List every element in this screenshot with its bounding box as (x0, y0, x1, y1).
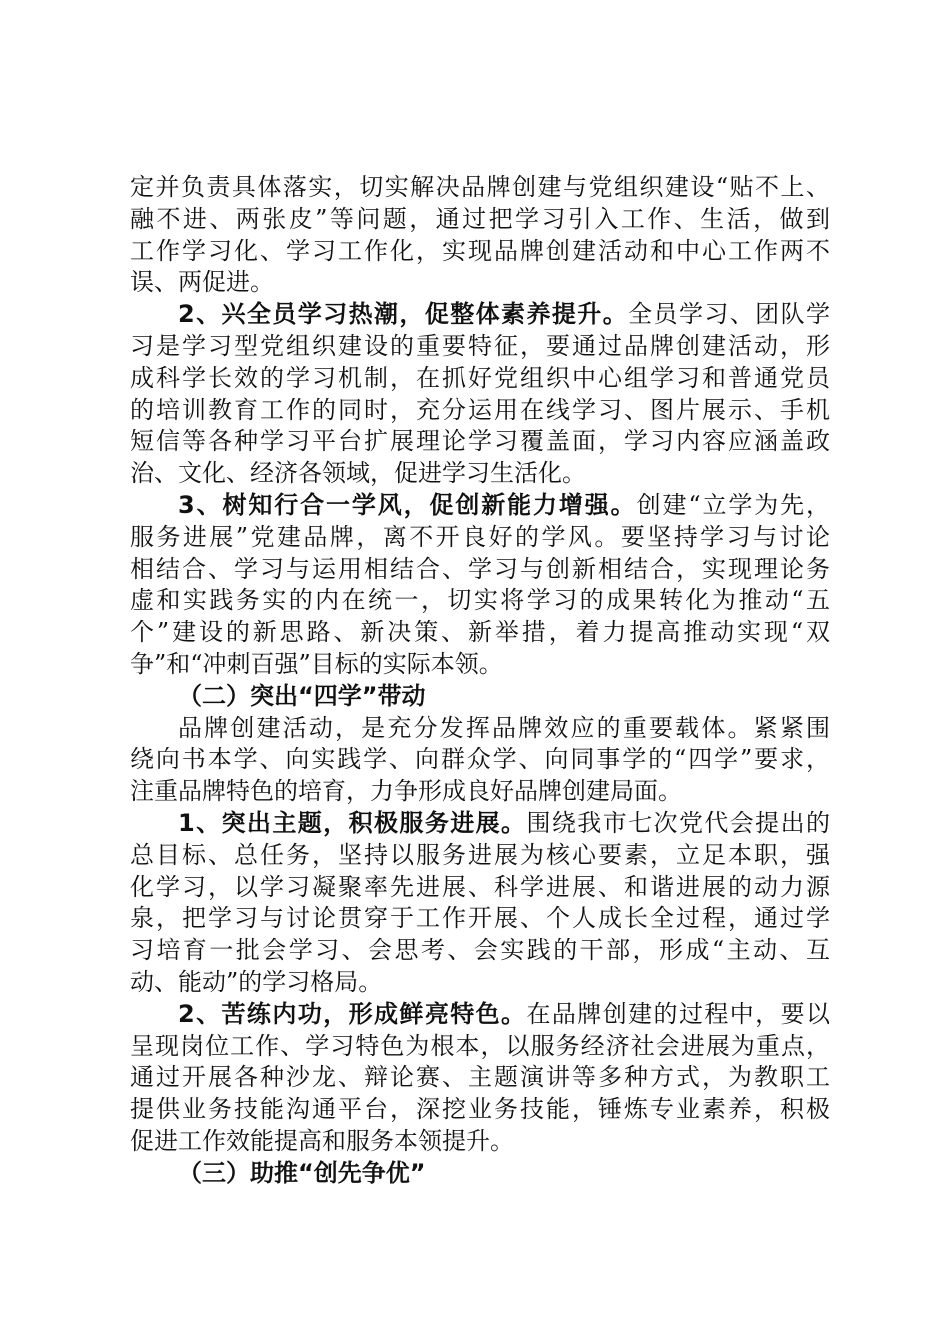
text-line: 总目标、总任务，坚持以服务进展为核心要素，立足本职，强 (130, 840, 830, 869)
paragraph-first-line (130, 808, 830, 840)
document-page (130, 172, 830, 1190)
text-line: 争”和“冲刺百强”目标的实际本领。 (130, 649, 503, 678)
text-line: 成科学长效的学习机制，在抓好党组织中心组学习和普通党员 (130, 363, 830, 392)
text-line: 呈现岗位工作、学习特色为根本，以服务经济社会进展为重点， (130, 1031, 830, 1060)
paragraph-text: 创建“立学为先， (636, 490, 830, 519)
text-line: 个”建设的新思路、新决策、新举措，着力提高推动实现“双 (130, 618, 830, 647)
text-line: 绕向书本学、向实践学、向群众学、向同事学的“四学”要求， (130, 745, 830, 774)
text-line: 习是学习型党组织建设的重要特征，要通过品牌创建活动，形 (130, 331, 830, 360)
paragraph-heading: 2、兴全员学习热潮，促整体素养提升。 (178, 300, 629, 329)
text-line: 注重品牌特色的培育，力争形成良好品牌创建局面。 (130, 777, 682, 806)
text-line: 治、文化、经济各领域，促进学习生活化。 (130, 459, 586, 488)
text-line: 动、能动”的学习格局。 (130, 967, 383, 996)
text-line: 短信等各种学习平台扩展理论学习覆盖面，学习内容应涵盖政 (130, 427, 830, 456)
paragraph-heading: 2、苦练内功，形成鲜亮特色。 (178, 999, 527, 1028)
section-title-text: （三）助推“创先争优” (178, 1158, 426, 1187)
paragraph-text: 在品牌创建的过程中，要以 (526, 999, 830, 1028)
paragraph-first-line (130, 299, 830, 331)
text-line: 相结合、学习与运用相结合、学习与创新相结合，实现理论务 (130, 554, 830, 583)
text-line: 误、两促进。 (130, 268, 274, 297)
text-line: 工作学习化、学习工作化，实现品牌创建活动和中心工作两不 (130, 236, 830, 265)
paragraph-first-line (130, 999, 830, 1031)
text-line: 习培育一批会学习、会思考、会实践的干部，形成“主动、互 (130, 936, 830, 965)
text-line: 服务进展”党建品牌，离不开良好的学风。要坚持学习与讨论 (130, 522, 830, 551)
text-line: 的培训教育工作的同时，充分运用在线学习、图片展示、手机 (130, 395, 830, 424)
section-title-text: （二）突出“四学”带动 (178, 681, 426, 710)
paragraph-heading: 3、树知行合一学风，促创新能力增强。 (178, 490, 637, 519)
text-line: 提供业务技能沟通平台，深挖业务技能，锤炼专业素养，积极 (130, 1095, 830, 1124)
text-line: 泉，把学习与讨论贯穿于工作开展、个人成长全过程，通过学 (130, 904, 830, 933)
paragraph-first-line (130, 490, 830, 522)
paragraph-first-line: 品牌创建活动，是充分发挥品牌效应的重要载体。紧紧围 (178, 713, 830, 742)
text-line: 融不进、两张皮”等问题，通过把学习引入工作、生活，做到 (130, 204, 830, 233)
section-title (130, 1158, 830, 1190)
text-line: 定并负责具体落实，切实解决品牌创建与党组织建设“贴不上、 (130, 173, 830, 201)
paragraph-text: 全员学习、团队学 (628, 300, 831, 329)
text-line: 促进工作效能提高和服务本领提升。 (130, 1126, 514, 1155)
paragraph-heading: 1、突出主题，积极服务进展。 (178, 808, 527, 837)
text-line: 化学习，以学习凝聚率先进展、科学进展、和谐进展的动力源 (130, 872, 830, 901)
paragraph-text: 围绕我市七次党代会提出的 (526, 808, 830, 837)
section-title (130, 681, 830, 713)
text-line: 通过开展各种沙龙、辩论赛、主题演讲等多种方式，为教职工 (130, 1063, 830, 1092)
text-line: 虚和实践务实的内在统一，切实将学习的成果转化为推动“五 (130, 586, 830, 615)
